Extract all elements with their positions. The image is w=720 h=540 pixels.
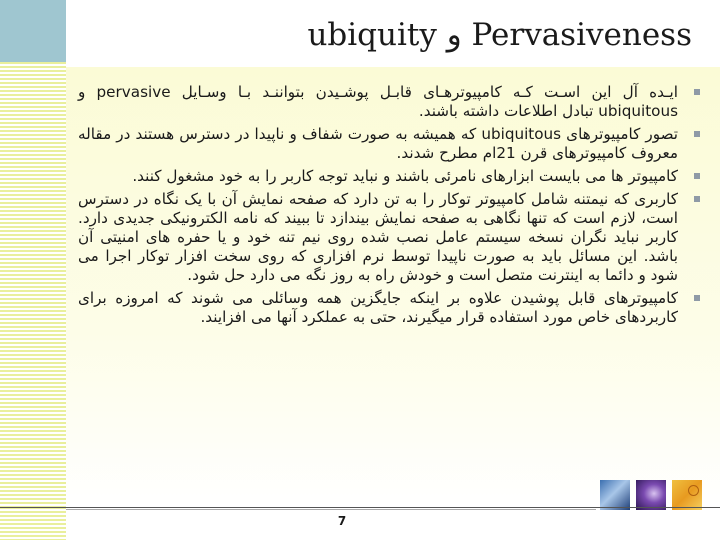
bullet-text: تصور کامپیوترهای ubiquitous که همیشه به صورت شفاف و ناپیدا در دسترس هستند در مقاله معروف کامپیوترهای قرن 21ام مطرح شدند.	[78, 125, 678, 162]
orange-abstract-thumbnail-icon	[672, 480, 702, 510]
corner-accent-block	[0, 0, 66, 62]
footer-divider-secondary	[66, 509, 596, 510]
purple-abstract-thumbnail-icon	[636, 480, 666, 510]
bullet-item-3	[78, 167, 678, 186]
left-stripe-decoration	[0, 62, 66, 507]
bullet-text: کامپیوترهای قابل پوشیدن علاوه بر اینکه جایگزین همه وسائلی می شوند که امروزه برای کاربردهای خاص مورد استفاده قرار میگیرند، حتی به عملکرد آنها می افزایند.	[78, 289, 678, 326]
bullet-list	[78, 83, 678, 331]
bullet-square-icon	[694, 131, 700, 137]
bullet-text: کاربری که نیمتنه شامل کامپیوتر توکار را به تن دارد که صفحه نمایش آن با یک نگاه در دسترس است، لازم است که تنها نگاهی به صفحه نمایش بیندازد تا ببیند که نامه الکترونیکی جدیدی دارد. کاربر نباید نگران نسخه سیستم عامل نصب شده روی نیم تنه خود و یا حفره های امنیتی آن باشد. این مسائل باید به صورت ناپیدا توسط نرم افزاری که روی سخت افزار توکار اجرا می شود و دائما به اینترنت متصل است و خودش راه به روز نگه می دارد حل شود.	[78, 190, 678, 284]
bullet-square-icon	[694, 196, 700, 202]
bullet-text: کامپیوتر ها می بایست ابزارهای نامرئی باشند و نباید توجه کاربر را به خود مشغول کنند.	[132, 167, 678, 185]
bullet-item-1	[78, 83, 678, 121]
blue-abstract-thumbnail-icon	[600, 480, 630, 510]
bullet-text: ایـده آل این اسـت کـه کامپیوترهـای قابـل پوشـیدن بتواننـد بـا وسـایل pervasive و ubiquitous تبادل اطلاعات داشته باشند.	[78, 83, 678, 120]
footer-divider	[0, 507, 720, 508]
bottom-left-stripe-decoration	[0, 507, 66, 540]
bullet-square-icon	[694, 173, 700, 179]
page-number: 7	[337, 514, 347, 528]
bullet-item-2	[78, 125, 678, 163]
bullet-item-4	[78, 190, 678, 285]
bullet-item-5	[78, 289, 678, 327]
bullet-square-icon	[694, 89, 700, 95]
title-bar	[66, 0, 720, 62]
slide-content-area	[66, 67, 720, 507]
bullet-square-icon	[694, 295, 700, 301]
slide-title: ubiquity و Pervasiveness	[307, 17, 692, 53]
